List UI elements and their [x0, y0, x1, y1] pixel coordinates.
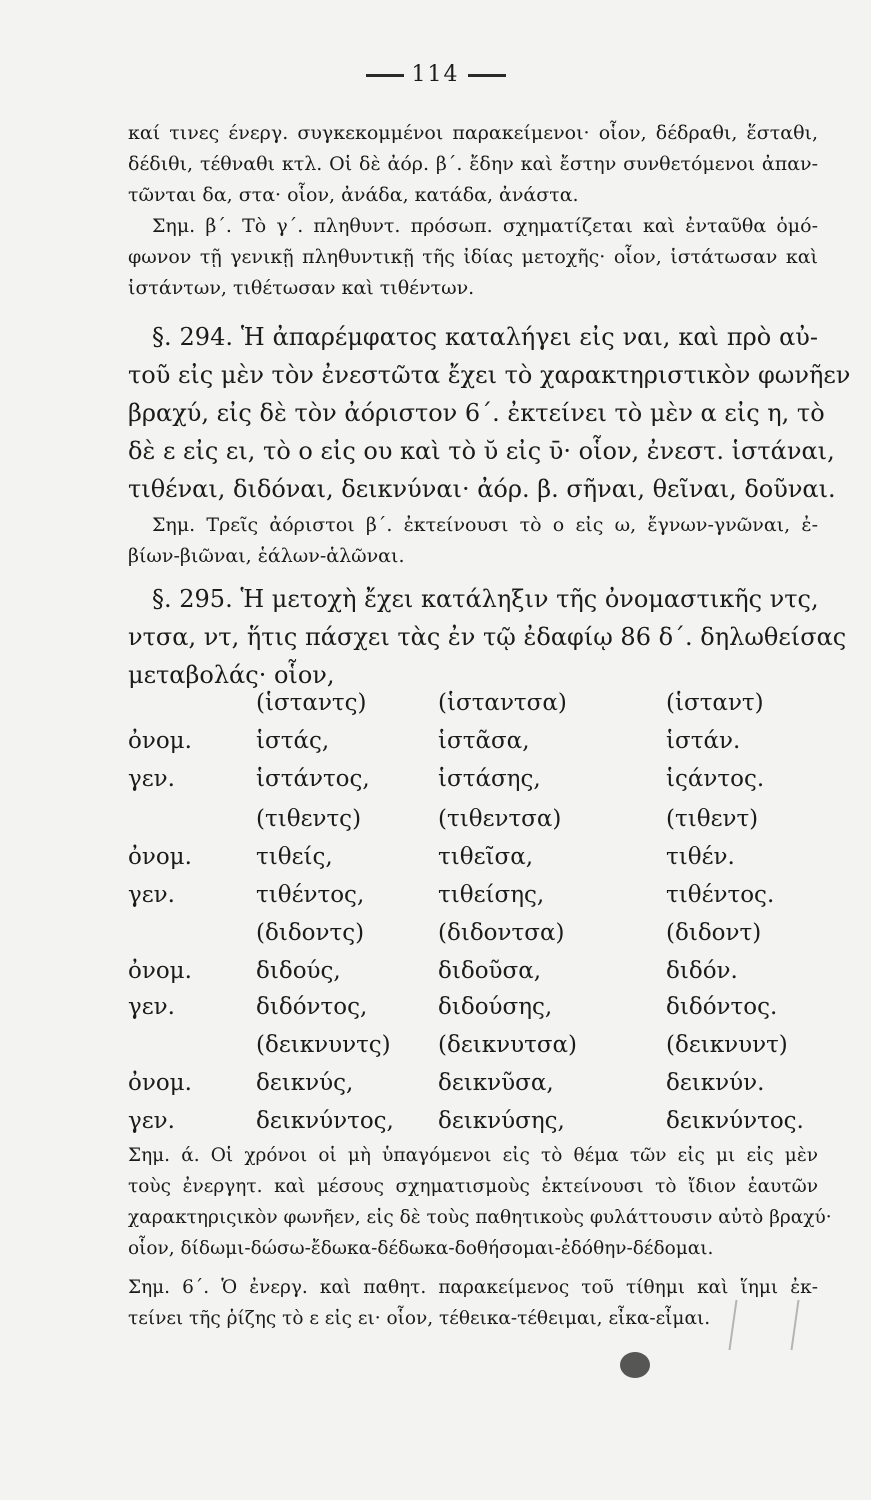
paradigm-row — [128, 1070, 828, 1110]
masculine-form: (ἱσταντς) — [256, 690, 367, 716]
feminine-form: (ἱσταντσα) — [438, 690, 567, 716]
neuter-form: ἱστάν. — [666, 728, 741, 754]
neuter-form: (δεικνυντ) — [666, 1032, 788, 1058]
feminine-form: τιθείσης, — [438, 882, 545, 908]
feminine-form: ἱστᾶσα, — [438, 728, 530, 754]
text-line: χαρακτηριςικὸν φωνῆεν, εἰς δὲ τοὺς παθητικοὺς φυλάττουσιν αὐτὸ βραχύ· — [128, 1207, 832, 1228]
neuter-form: διδόν. — [666, 958, 738, 984]
paradigm-row — [128, 690, 828, 730]
text-line: βίων-βιῶναι, ἑάλων-ἁλῶναι. — [128, 545, 405, 567]
neuter-form: (διδοντ) — [666, 920, 762, 946]
section-heading-line: §. 294. Ἡ ἀπαρέμφατος καταλήγει εἰς ναι, καὶ πρὸ αὐ- — [152, 323, 818, 351]
neuter-form: ἱςάντος. — [666, 766, 765, 792]
neuter-form: τιθέν. — [666, 844, 735, 870]
masculine-form: διδούς, — [256, 958, 341, 984]
neuter-form: διδόντος. — [666, 994, 778, 1020]
section-294 — [128, 318, 851, 508]
text-line: τιθέναι, διδόναι, δεικνύναι· ἀόρ. β. σῆναι, θεῖναι, δοῦναι. — [128, 475, 836, 503]
top-notes — [128, 118, 818, 304]
note-b — [128, 1272, 818, 1334]
masculine-form: (τιθεντς) — [256, 806, 362, 832]
case-label: γεν. — [128, 766, 175, 792]
text-line: τοὺς ἐνεργητ. καὶ μέσους σχηματισμοὺς ἐκτείνουσι τὸ ἴδιον ἑαυτῶν — [128, 1176, 818, 1197]
feminine-form: διδοῦσα, — [438, 958, 542, 984]
section-heading-line: §. 295. Ἡ μετοχὴ ἔχει κατάληξιν τῆς ὀνομαστικῆς ντς, — [152, 585, 819, 613]
masculine-form: (δεικνυντς) — [256, 1032, 391, 1058]
page-number-rule-left — [366, 74, 404, 77]
feminine-form: ἱστάσης, — [438, 766, 541, 792]
text-line: τείνει τῆς ῥίζης τὸ ε εἰς ει· οἷον, τέθεικα-τέθειμαι, εἶκα-εἶμαι. — [128, 1308, 711, 1329]
case-label: γεν. — [128, 882, 175, 908]
text-line: Σημ. β΄. Τὸ γ΄. πληθυντ. πρόσωπ. σχηματίζεται καὶ ἐνταῦθα ὁμό- — [152, 215, 818, 237]
ink-stamp-mark — [620, 1352, 650, 1378]
feminine-form: δεικνύσης, — [438, 1108, 565, 1134]
note-a — [128, 1140, 832, 1264]
text-line: τῶνται δα, στα· οἷον, ἀνάδα, κατάδα, ἀνάστα. — [128, 184, 579, 206]
feminine-form: δεικνῦσα, — [438, 1070, 554, 1096]
neuter-form: τιθέντος. — [666, 882, 775, 908]
text-line: μεταβολάς· οἷον, — [128, 661, 335, 689]
text-line: οἷον, δίδωμι-δώσω-ἔδωκα-δέδωκα-δοθήσομαι-ἐδόθην-δέδομαι. — [128, 1238, 714, 1259]
masculine-form: τιθέντος, — [256, 882, 365, 908]
paradigm-row — [128, 728, 828, 768]
feminine-form: διδούσης, — [438, 994, 553, 1020]
case-label: ὀνομ. — [128, 728, 192, 754]
page-number-rule-right — [468, 74, 506, 77]
paradigm-row — [128, 806, 828, 846]
case-label: ὀνομ. — [128, 1070, 192, 1096]
feminine-form: (διδοντσα) — [438, 920, 565, 946]
neuter-form: δεικνύντος. — [666, 1108, 804, 1134]
section-295 — [128, 580, 847, 694]
pencil-scribble-mark — [728, 1300, 799, 1350]
case-label: ὀνομ. — [128, 958, 192, 984]
neuter-form: (ἱσταντ) — [666, 690, 764, 716]
case-label: ὀνομ. — [128, 844, 192, 870]
note-294 — [128, 510, 818, 572]
text-line: τοῦ εἰς μὲν τὸν ἐνεστῶτα ἔχει τὸ χαρακτηριστικὸν φωνῆεν — [128, 361, 851, 389]
page-number — [0, 62, 871, 87]
text-line: δέδιθι, τέθναθι κτλ. Οἱ δὲ ἀόρ. β΄. ἔδην καὶ ἔστην συνθετόμενοι ἀπαν- — [128, 153, 818, 175]
text-line: δὲ ε εἰς ει, τὸ ο εἰς ου καὶ τὸ ῠ εἰς ῡ· οἷον, ἐνεστ. ἱστάναι, — [128, 437, 835, 465]
masculine-form: (διδοντς) — [256, 920, 365, 946]
paradigm-row — [128, 994, 828, 1034]
neuter-form: (τιθεντ) — [666, 806, 759, 832]
paradigm-row — [128, 958, 828, 998]
text-line: Σημ. ά. Οἱ χρόνοι οἱ μὴ ὑπαγόμενοι εἰς τὸ θέμα τῶν εἰς μι εἰς μὲν — [128, 1145, 818, 1166]
masculine-form: δεικνύς, — [256, 1070, 354, 1096]
masculine-form: ἱστάντος, — [256, 766, 370, 792]
paradigm-row — [128, 1032, 828, 1072]
masculine-form: τιθείς, — [256, 844, 333, 870]
feminine-form: (δεικνυτσα) — [438, 1032, 578, 1058]
neuter-form: δεικνύν. — [666, 1070, 765, 1096]
masculine-form: διδόντος, — [256, 994, 368, 1020]
paradigm-row — [128, 766, 828, 806]
case-label: γεν. — [128, 994, 175, 1020]
text-line: βραχύ, εἰς δὲ τὸν ἀόριστον 6΄. ἐκτείνει τὸ μὲν α εἰς η, τὸ — [128, 399, 825, 427]
feminine-form: τιθεῖσα, — [438, 844, 534, 870]
text-line: Σημ. Τρεῖς ἀόριστοι β΄. ἐκτείνουσι τὸ ο εἰς ω, ἔγνων-γνῶναι, ἐ- — [152, 514, 818, 536]
page-number-text: 114 — [411, 62, 460, 87]
case-label: γεν. — [128, 1108, 175, 1134]
paradigm-row — [128, 844, 828, 884]
text-line: ἱστάντων, τιθέτωσαν καὶ τιθέντων. — [128, 277, 475, 299]
text-line: ντσα, ντ, ἥτις πάσχει τὰς ἐν τῷ ἐδαφίῳ 86 δ΄. δηλωθείσας — [128, 623, 847, 651]
text-line: φωνον τῇ γενικῇ πληθυντικῇ τῆς ἰδίας μετοχῆς· οἷον, ἱστάτωσαν καὶ — [128, 246, 818, 268]
masculine-form: δεικνύντος, — [256, 1108, 394, 1134]
paradigm-row — [128, 882, 828, 922]
text-line: καί τινες ένεργ. συγκεκομμένοι παρακείμενοι· οἷον, δέδραθι, ἕσταθι, — [128, 122, 818, 144]
text-line: Σημ. 6΄. Ὁ ἐνεργ. καὶ παθητ. παρακείμενος τοῦ τίθημι καὶ ἵημι ἐκ- — [128, 1277, 818, 1298]
masculine-form: ἱστάς, — [256, 728, 330, 754]
feminine-form: (τιθεντσα) — [438, 806, 562, 832]
paradigm-row — [128, 920, 828, 960]
